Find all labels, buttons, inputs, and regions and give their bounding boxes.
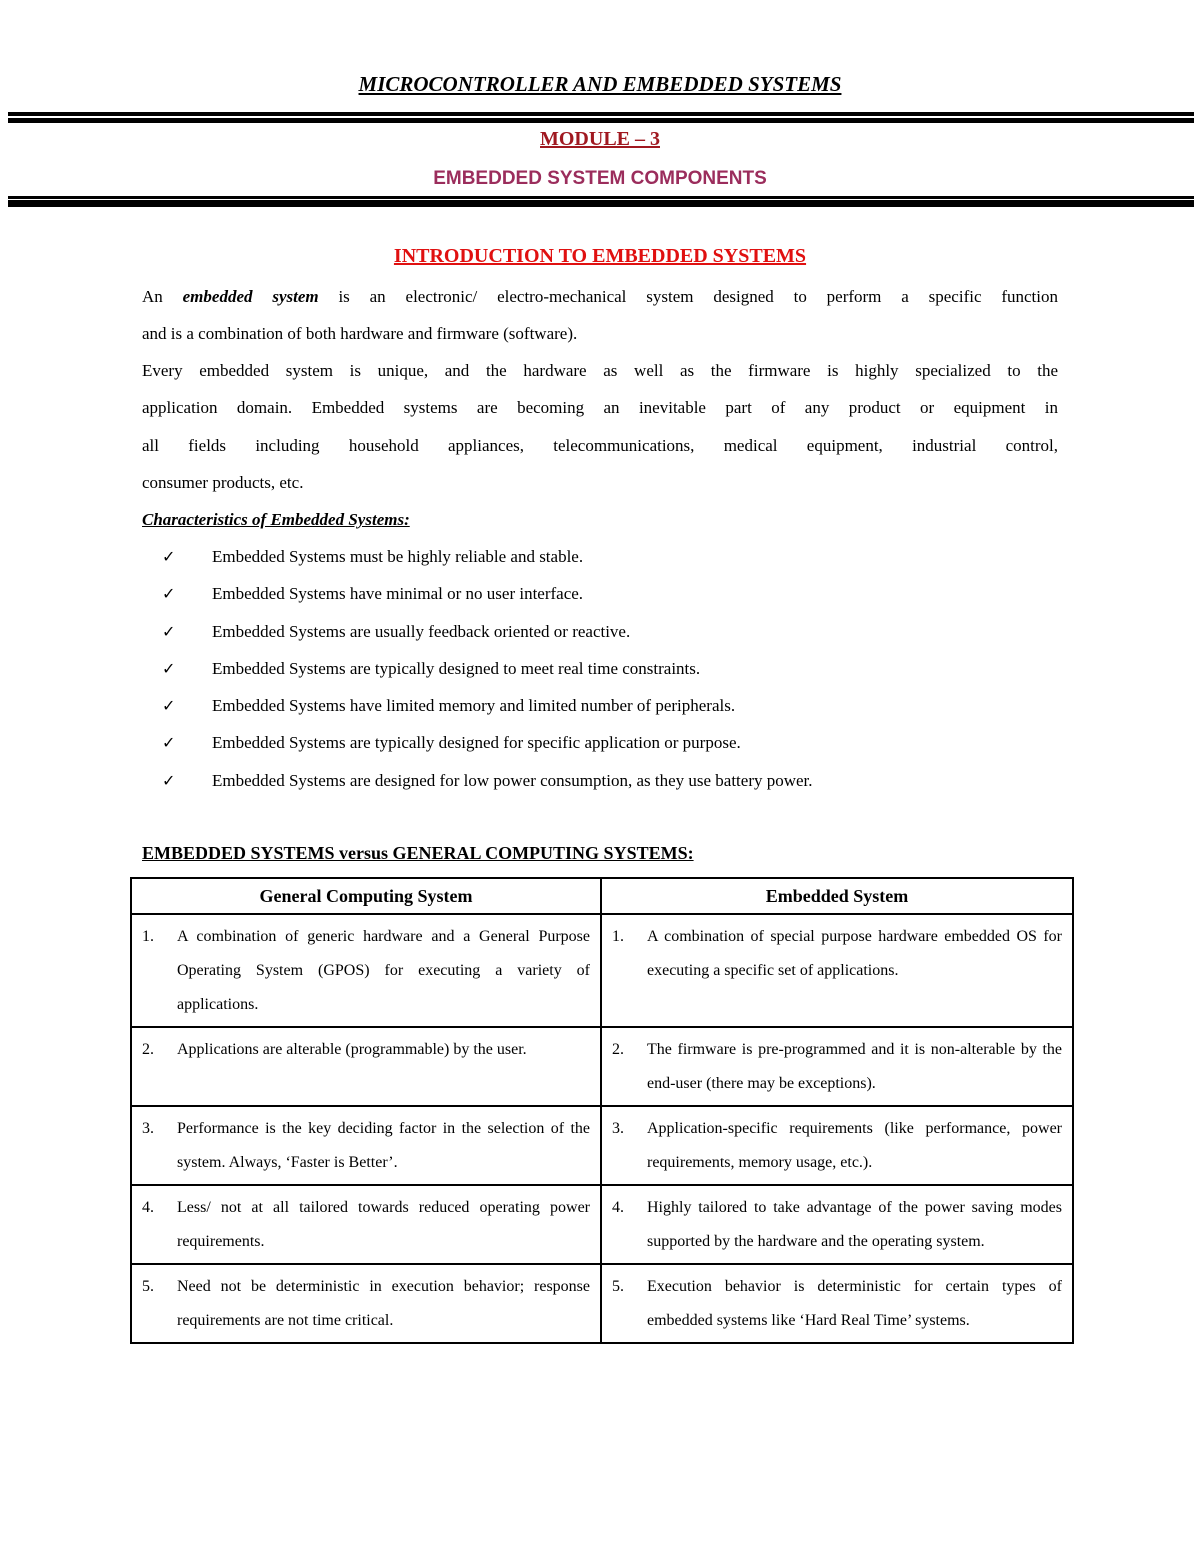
cell-text: Application-specific requirements (like performance, power requirements, memory usage, etc.). bbox=[647, 1120, 1062, 1171]
cell-text: Applications are alterable (programmable) by the user. bbox=[177, 1041, 527, 1058]
row-number: 3. bbox=[142, 1120, 154, 1137]
table-cell-general bbox=[131, 1106, 601, 1185]
characteristic-item bbox=[162, 770, 813, 792]
cell-text: A combination of special purpose hardware embedded OS for executing a specific set of applications. bbox=[647, 928, 1062, 979]
checkmark-icon: ✓ bbox=[162, 733, 176, 752]
characteristic-text: Embedded Systems are typically designed to meet real time constraints. bbox=[212, 659, 701, 678]
comparison-table bbox=[130, 877, 1074, 1344]
subtitle-rule-thick bbox=[8, 200, 1194, 207]
characteristic-item bbox=[162, 658, 700, 680]
column-header-embedded: Embedded System bbox=[601, 878, 1073, 914]
header-rule-thick bbox=[8, 118, 1194, 123]
characteristic-item bbox=[162, 546, 583, 568]
row-number: 5. bbox=[612, 1278, 624, 1295]
module-label: MODULE – 3 bbox=[540, 128, 660, 150]
course-title: MICROCONTROLLER AND EMBEDDED SYSTEMS bbox=[358, 72, 842, 96]
characteristic-text: Embedded Systems are typically designed for specific application or purpose. bbox=[212, 733, 741, 752]
intro-paragraph-line: application domain. Embedded systems are becoming an inevitable part of any product or equipment in bbox=[142, 398, 1058, 417]
module-subtitle: EMBEDDED SYSTEM COMPONENTS bbox=[433, 168, 767, 189]
intro-paragraph-line: consumer products, etc. bbox=[142, 473, 304, 492]
term-embedded-system: embedded system bbox=[182, 287, 319, 306]
checkmark-icon: ✓ bbox=[162, 659, 176, 678]
table-cell-general bbox=[131, 1185, 601, 1264]
table-cell-embedded bbox=[601, 1185, 1073, 1264]
cell-text: A combination of generic hardware and a General Purpose Operating System (GPOS) for executing a variety of applications. bbox=[177, 928, 590, 1013]
subtitle-rule-thin bbox=[8, 196, 1194, 199]
table-cell-embedded bbox=[601, 1106, 1073, 1185]
checkmark-icon: ✓ bbox=[162, 584, 176, 603]
characteristic-item bbox=[162, 583, 583, 605]
section-title: INTRODUCTION TO EMBEDDED SYSTEMS bbox=[393, 245, 807, 267]
characteristic-item bbox=[162, 621, 630, 643]
checkmark-icon: ✓ bbox=[162, 547, 176, 566]
table-cell-embedded bbox=[601, 1027, 1073, 1106]
characteristic-text: Embedded Systems are designed for low power consumption, as they use battery power. bbox=[212, 771, 813, 790]
intro-prefix: An bbox=[142, 287, 163, 306]
cell-text: Need not be deterministic in execution behavior; response requirements are not time critical. bbox=[177, 1278, 590, 1329]
intro-suffix: is an electronic/ electro-mechanical system designed to perform a specific function bbox=[338, 287, 1058, 306]
row-number: 1. bbox=[142, 928, 154, 945]
row-number: 3. bbox=[612, 1120, 624, 1137]
checkmark-icon: ✓ bbox=[162, 696, 176, 715]
table-cell-embedded bbox=[601, 1264, 1073, 1343]
row-number: 2. bbox=[612, 1041, 624, 1058]
cell-text: Execution behavior is deterministic for certain types of embedded systems like ‘Hard Real Time’ systems. bbox=[647, 1278, 1062, 1329]
characteristic-text: Embedded Systems have minimal or no user interface. bbox=[212, 584, 584, 603]
table-cell-general bbox=[131, 914, 601, 1027]
intro-paragraph-line: Every embedded system is unique, and the hardware as well as the firmware is highly specialized to the bbox=[142, 361, 1058, 380]
table-row bbox=[131, 1027, 1073, 1106]
column-header-general: General Computing System bbox=[131, 878, 601, 914]
row-number: 4. bbox=[142, 1199, 154, 1216]
checkmark-icon: ✓ bbox=[162, 622, 176, 641]
row-number: 1. bbox=[612, 928, 624, 945]
characteristic-text: Embedded Systems are usually feedback oriented or reactive. bbox=[212, 622, 631, 641]
row-number: 4. bbox=[612, 1199, 624, 1216]
row-number: 5. bbox=[142, 1278, 154, 1295]
table-header-row bbox=[131, 878, 1073, 914]
characteristic-item bbox=[162, 695, 735, 717]
cell-text: Performance is the key deciding factor in the selection of the system. Always, ‘Faster is Better’. bbox=[177, 1120, 590, 1171]
checkmark-icon: ✓ bbox=[162, 771, 176, 790]
comparison-heading: EMBEDDED SYSTEMS versus GENERAL COMPUTING SYSTEMS: bbox=[142, 843, 694, 863]
table-row bbox=[131, 1106, 1073, 1185]
header-rule-thin bbox=[8, 112, 1194, 116]
characteristics-heading: Characteristics of Embedded Systems: bbox=[142, 510, 410, 529]
cell-text: Less/ not at all tailored towards reduced operating power requirements. bbox=[177, 1199, 590, 1250]
table-cell-general bbox=[131, 1264, 601, 1343]
cell-text: The firmware is pre-programmed and it is non-alterable by the end-user (there may be exceptions). bbox=[647, 1041, 1062, 1092]
table-cell-general bbox=[131, 1027, 601, 1106]
intro-paragraph-line bbox=[142, 286, 1058, 308]
intro-paragraph-line: and is a combination of both hardware and firmware (software). bbox=[142, 324, 578, 343]
table-row bbox=[131, 1185, 1073, 1264]
row-number: 2. bbox=[142, 1041, 154, 1058]
cell-text: Highly tailored to take advantage of the power saving modes supported by the hardware and the operating system. bbox=[647, 1199, 1062, 1250]
table-cell-embedded bbox=[601, 914, 1073, 1027]
characteristic-text: Embedded Systems have limited memory and limited number of peripherals. bbox=[212, 696, 736, 715]
table-row bbox=[131, 1264, 1073, 1343]
table-row bbox=[131, 914, 1073, 1027]
characteristic-text: Embedded Systems must be highly reliable and stable. bbox=[212, 547, 584, 566]
intro-paragraph-line: all fields including household appliances, telecommunications, medical equipment, industrial control, bbox=[142, 436, 1058, 455]
characteristic-item bbox=[162, 732, 741, 754]
